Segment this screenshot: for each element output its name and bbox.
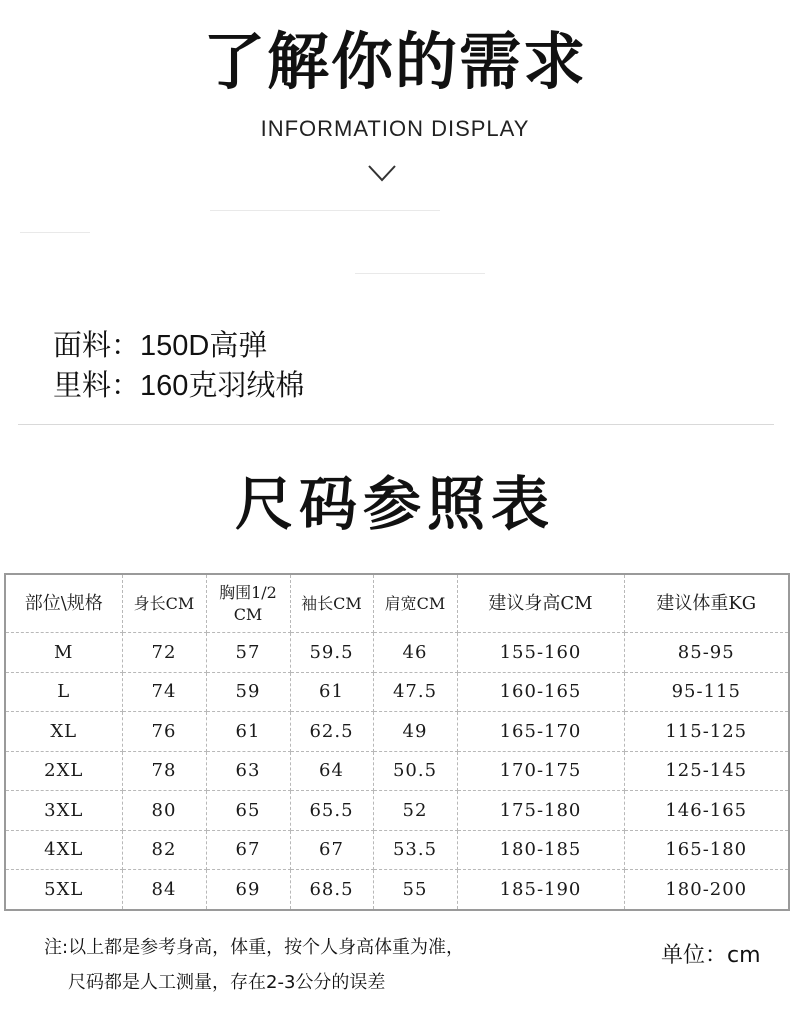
table-cell: 59.5 <box>290 633 373 673</box>
table-row <box>5 751 789 791</box>
table-cell: 61 <box>206 712 290 752</box>
table-cell: 64 <box>290 751 373 791</box>
table-cell: 165-180 <box>624 830 789 870</box>
table-cell: 52 <box>373 791 457 831</box>
note-line-2: 尺码都是人工测量，存在2-3公分的误差 <box>68 972 386 993</box>
table-cell: 180-185 <box>457 830 624 870</box>
table-cell: 76 <box>122 712 206 752</box>
table-cell: 125-145 <box>624 751 789 791</box>
table-cell: 85-95 <box>624 633 789 673</box>
table-cell: 63 <box>206 751 290 791</box>
table-cell: 74 <box>122 672 206 712</box>
decorative-line <box>20 232 90 233</box>
header-cell: 建议体重KG <box>624 574 789 633</box>
table-row <box>5 672 789 712</box>
unit-label: 单位：cm <box>661 943 761 968</box>
size-table <box>4 573 790 911</box>
table-cell: 72 <box>122 633 206 673</box>
table-cell: M <box>5 633 122 673</box>
table-cell: 57 <box>206 633 290 673</box>
table-cell: 67 <box>290 830 373 870</box>
table-row <box>5 633 789 673</box>
table-cell: 62.5 <box>290 712 373 752</box>
table-cell: 78 <box>122 751 206 791</box>
table-cell: 67 <box>206 830 290 870</box>
table-cell: 55 <box>373 870 457 910</box>
chevron-down-icon <box>367 160 397 186</box>
decorative-line <box>210 210 440 211</box>
header-cell: 袖长CM <box>290 574 373 633</box>
table-cell: 53.5 <box>373 830 457 870</box>
table-cell: 95-115 <box>624 672 789 712</box>
table-cell: 155-160 <box>457 633 624 673</box>
lining-line <box>53 365 304 406</box>
table-cell: 50.5 <box>373 751 457 791</box>
table-cell: 59 <box>206 672 290 712</box>
lining-label: 里料： <box>53 368 141 402</box>
header-cell-line: 胸围1/2 <box>219 582 277 602</box>
table-cell: 4XL <box>5 830 122 870</box>
table-cell: 46 <box>373 633 457 673</box>
header-cell <box>206 574 290 633</box>
table-cell: 165-170 <box>457 712 624 752</box>
table-cell: 180-200 <box>624 870 789 910</box>
header-cell: 肩宽CM <box>373 574 457 633</box>
table-cell: 115-125 <box>624 712 789 752</box>
header-cell-line: CM <box>233 604 263 624</box>
table-cell: 3XL <box>5 791 122 831</box>
table-cell: 185-190 <box>457 870 624 910</box>
table-cell: 61 <box>290 672 373 712</box>
table-row <box>5 791 789 831</box>
page-title: 了解你的需求 <box>202 25 587 98</box>
table-cell: 65 <box>206 791 290 831</box>
table-cell: 47.5 <box>373 672 457 712</box>
header-cell: 建议身高CM <box>457 574 624 633</box>
section-divider <box>18 424 774 425</box>
table-row <box>5 870 789 910</box>
table-cell: 82 <box>122 830 206 870</box>
fabric-label: 面料： <box>53 328 141 362</box>
lining-value: 160克羽绒棉 <box>140 370 305 402</box>
header-cell: 部位\规格 <box>5 574 122 633</box>
table-cell: 170-175 <box>457 751 624 791</box>
size-chart-title: 尺码参照表 <box>234 470 555 538</box>
table-cell: 160-165 <box>457 672 624 712</box>
table-cell: 49 <box>373 712 457 752</box>
table-cell: 80 <box>122 791 206 831</box>
note-line-1: 注:以上都是参考身高，体重，按个人身高体重为准， <box>44 937 465 958</box>
table-row <box>5 712 789 752</box>
table-cell: 2XL <box>5 751 122 791</box>
table-cell: 68.5 <box>290 870 373 910</box>
table-cell: 84 <box>122 870 206 910</box>
decorative-line <box>355 273 485 274</box>
header-cell: 身长CM <box>122 574 206 633</box>
fabric-line <box>53 325 267 366</box>
table-cell: 5XL <box>5 870 122 910</box>
table-cell: XL <box>5 712 122 752</box>
page-subtitle: INFORMATION DISPLAY <box>260 116 530 141</box>
table-cell: L <box>5 672 122 712</box>
table-header-row <box>5 574 789 633</box>
table-row <box>5 830 789 870</box>
fabric-value: 150D高弹 <box>140 330 268 362</box>
table-cell: 69 <box>206 870 290 910</box>
table-cell: 146-165 <box>624 791 789 831</box>
table-cell: 175-180 <box>457 791 624 831</box>
table-cell: 65.5 <box>290 791 373 831</box>
